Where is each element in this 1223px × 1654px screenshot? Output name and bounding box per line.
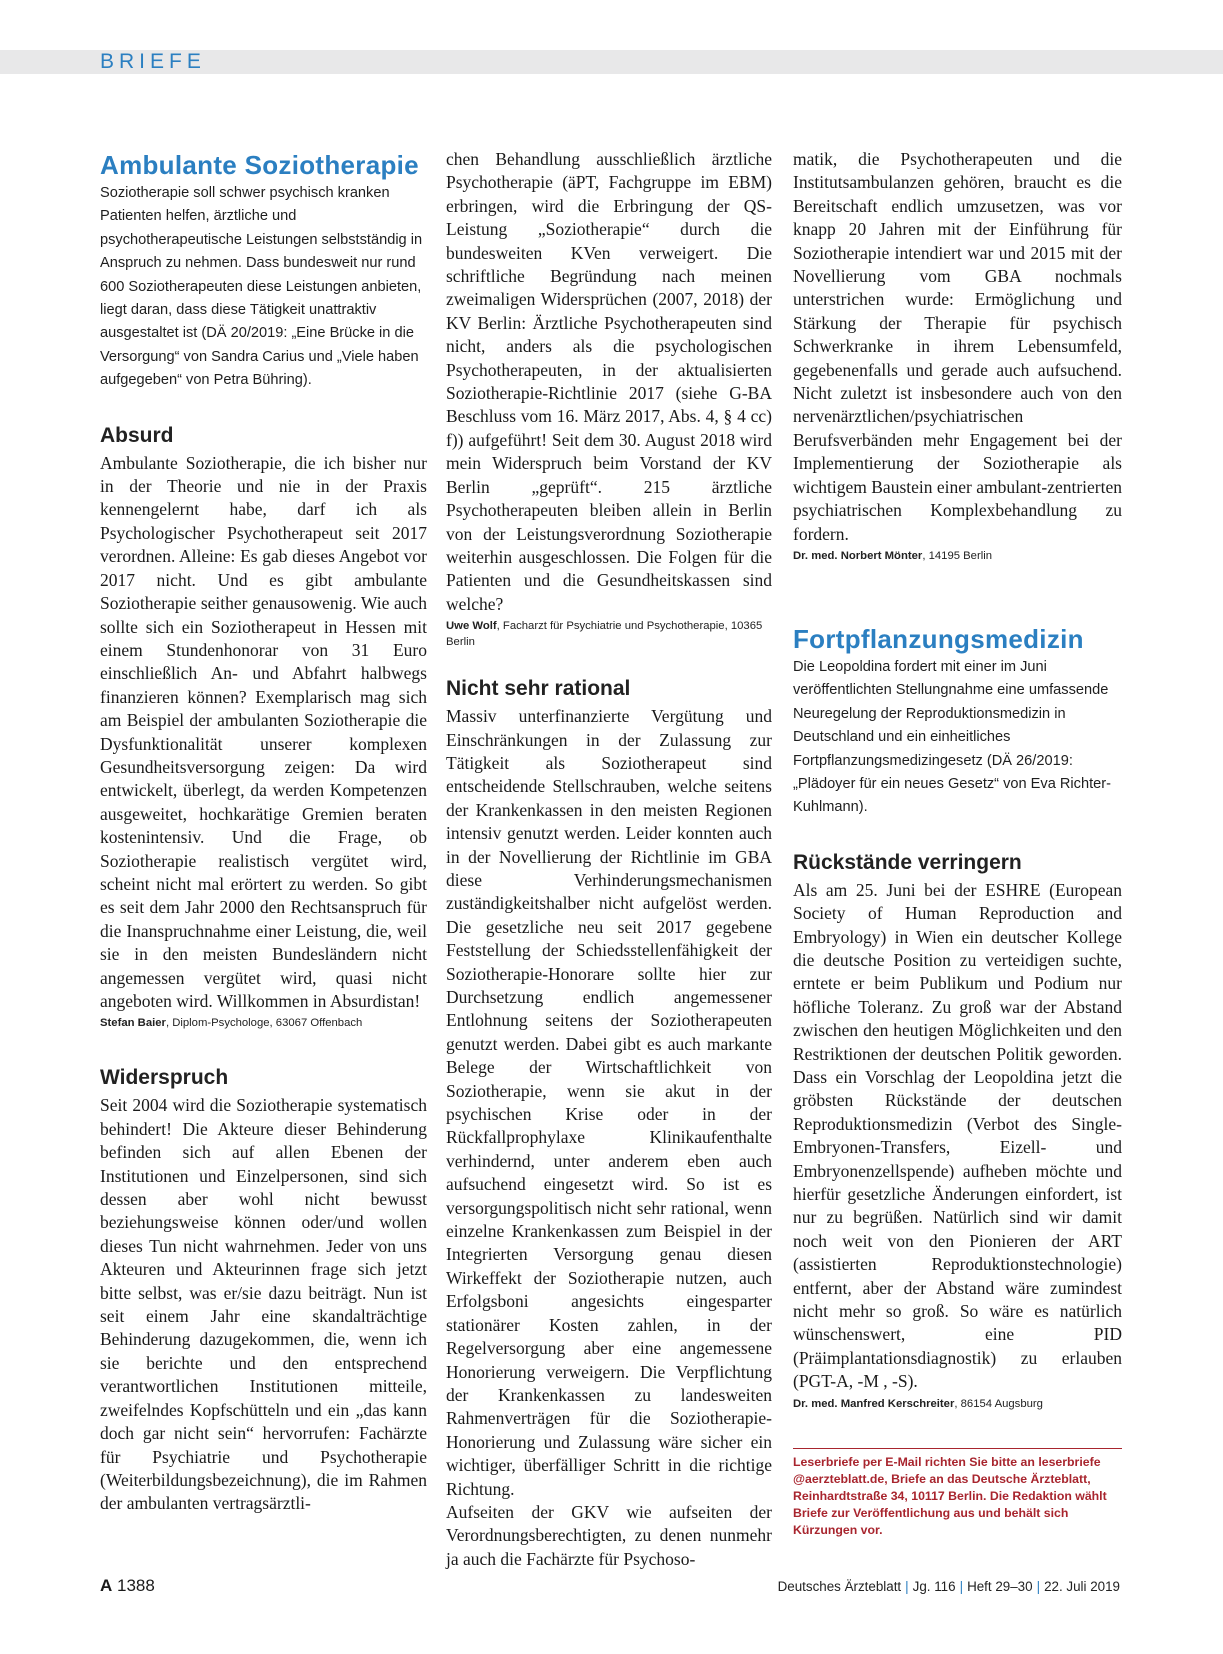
letter-text-continued: chen Behandlung ausschließlich ärztliche Psychotherapie (äPT, Fachgruppe im EBM) erbringen, wird die Erbringung der QS-Leistung „Soziotherapie“ durch die bundesweiten KVen verweigert. Die schriftliche Begründung nach meinen zweimaligen Widersprüchen (2007, 2018) der KV Berlin: Ärztliche Psychotherapeuten sind nicht, anders als die psychologischen Psychotherapeuten, in der aktualisierten Soziotherapie-Richtlinie 2017 (siehe G-BA Beschluss vom 16. März 2017, Abs. 4, § 4 cc) f)) aufgeführt! Seit dem 30. August 2018 wird mein Widerspruch beim Vorstand der KV Berlin „geprüft“. 215 ärztliche Psychotherapeuten bleiben allein in Berlin von der Leistungsverordnung Soziotherapie weiterhin ausgeschlossen. Die Folgen für die Patienten und die Gesundheitskassen sind welche?	[446, 149, 772, 614]
page-number	[100, 1575, 155, 1597]
column-3	[793, 148, 1122, 1539]
footer-separator: |	[1036, 1579, 1041, 1594]
letter-author: Uwe Wolf	[446, 620, 497, 633]
letter-author-info: , 14195 Berlin	[922, 549, 993, 562]
folio-number: 1388	[117, 1576, 155, 1595]
section-label: BRIEFE	[100, 50, 206, 73]
topic-intro: Die Leopoldina fordert mit einer im Juni veröffentlichten Stellungnahme eine umfassende Neuregelung der Reproduktionsmedizin in Deutschland und ein einheitliches Fortpflanzungsmedizingesetz (DÄ 26/2019: „Plädoyer für ein neues Gesetz“ von Eva Richter-Kuhlmann).	[793, 658, 1111, 816]
letter-signature	[793, 548, 1122, 564]
letter-author-info: , Facharzt für Psychiatrie und Psychotherapie, 10365 Berlin	[446, 620, 763, 649]
footer-citation	[778, 1577, 1120, 1597]
column-1	[100, 148, 427, 1516]
footer-separator: |	[959, 1579, 964, 1594]
letter-text: Ambulante Soziotherapie, die ich bisher nur in der Theorie und nie in der Praxis kennengelernt habe, darf ich als Psychologischer Psychotherapeut seit 2017 verordnen. Alleine: Es gab dieses Angebot vor 2017 nicht. Und es gibt ambulante Soziotherapie seither genausowenig. Wie auch sollte sich ein Soziotherapeut in Hessen mit einem Stundenhonorar von 31 Euro einschließlich An- und Abfahrt halbwegs finanzieren können? Exemplarisch mag sich am Beispiel der ambulanten Soziotherapie die Dysfunktionalität unserer komplexen Gesundheitsversorgung zeigen: Da wird entwickelt, überlegt, da werden Kompetenzen ausgeweitet, hochkarätige Gremien beraten kostenintensiv. Und die Frage, ob Soziotherapie realistisch vergütet wird, scheint nicht mal erörtert zu werden. So gibt es seit dem Jahr 2000 den Rechtsanspruch für die Inanspruchnahme einer Leistung, die, weil sie in den meisten Bundesländern nicht angemessen vergütet wird, quasi nicht angeboten wird. Willkommen in Absurdistan!	[100, 452, 427, 1011]
journal-volume: Jg. 116	[912, 1579, 956, 1594]
letter-heading: Rückstände verringern	[793, 850, 1022, 874]
letter-text: Massiv unterfinanzierte Vergütung und Einschränkungen in der Zulassung zur Tätigkeit als Soziotherapeut sind entscheidende Stellschrauben, welche seitens der Krankenkassen in den meisten Regionen intensiv genutzt werden. Leider konnten auch in der Novellierung der Richtlinie im GBA diese Verhinderungsmechanismen zuständigkeitshalber nicht aufgelöst werden. Die gesetzliche neu seit 2017 gegebene Feststellung der Schiedsstellenfähigkeit der Soziotherapie-Honorare sollte hier zur Durchsetzung endlich angemessener Entlohnung seitens der Soziotherapeuten genutzt werden. Dabei gibt es auch markante Belege der Wirtschaftlichkeit von Soziotherapie, wenn sie akut in der psychischen Krise oder in der Rückfallprophylaxe Klinikaufenthalte verhindernd, unter anderem eben auch aufsuchend eingesetzt wird. So ist es versorgungspolitisch nicht sehr rational, wenn einzelne Krankenkassen zum Beispiel in der Integrierten Versorgung genau diesen Wirkeffekt der Soziotherapie nutzen, auch Erfolgsboni angesichts eingesparter stationärer Kosten zahlen, in der Regelversorgung aber eine angemessene Honorierung verweigern. Die Verpflichtung der Krankenkassen zu landesweiten Rahmenverträgen für die Soziotherapie-Honorierung und Zulassung wäre sicher ein wichtiger, überfälliger Schritt in die richtige Richtung.	[446, 706, 772, 1499]
letter-text: Als am 25. Juni bei der ESHRE (European Society of Human Reproduction and Embryology) in Wien ein deutscher Kollege die deutsche Position zu verteidigen suchte, erntete er beim Publikum und Podium nur höfliche Toleranz. Zu groß war der Abstand zwischen den heutigen Möglichkeiten und den Restriktionen der deutschen Politik geworden. Dass ein Vorschlag der Leopoldina jetzt die gröbsten Rückstände der deutschen Reproduktionsmedizin (Verbot des Single-Embryonen-Transfers, Eizell- und Embryonenzellspende) aufheben möchte und hierfür gesetzliche Änderungen einfordert, ist nur zu begrüßen. Natürlich sind wir damit noch weit von den Pionieren der ART (assistierten Reproduktionstechnologie) entfernt, aber der Abstand wäre zumindest nicht mehr so groß. So wäre es natürlich wünschenswert, eine PID (Präimplantationsdiagnostik) zu erlauben (PGT-A, -M , -S).	[793, 879, 1122, 1392]
letter-heading: Absurd	[100, 423, 174, 447]
letter-text: Aufseiten der GKV wie aufseiten der Verordnungsberechtigten, zu denen nunmehr ja auch die Fachärzte für Psychoso-	[446, 1501, 772, 1569]
topic-title: Fortpflanzungsmedizin	[793, 623, 1084, 654]
topic-intro: Soziotherapie soll schwer psychisch kranken Patienten helfen, ärztliche und psychotherapeutische Leistungen selbstständig in Anspruch zu nehmen. Dass bundesweit nur rund 600 Soziotherapeuten diese Leistungen anbieten, liegt daran, dass diese Tätigkeit unattraktiv ausgestaltet ist (DÄ 20/2019: „Eine Brücke in die Versorgung“ von Sandra Carius und „Viele haben aufgegeben“ von Petra Bühring).	[100, 185, 423, 389]
journal-date: 22. Juli 2019	[1044, 1579, 1120, 1594]
letter-author: Stefan Baier	[100, 1017, 166, 1030]
letter-text: Seit 2004 wird die Soziotherapie systematisch behindert! Die Akteure dieser Behinderung befinden sich auf allen Ebenen der Institutionen und Einzelpersonen, sind sich dessen aber wohl nicht bewusst beziehungsweise können oder/und wollen dieses Tun nicht wahrnehmen. Jeder von uns Akteuren und Akteurinnen frage sich jetzt bitte selbst, was er/sie dazu beiträgt. Nun ist seit einem Jahr eine skandalträchtige Behinderung dazugekommen, die, wenn ich sie berichte und den entsprechend verantwortlichen Institutionen mitteile, zweifelndes Kopfschütteln und ein „das kann doch gar nicht sein“ hervorrufen: Fachärzte für Psychiatrie und Psychotherapie (Weiterbildungsbezeichnung), die im Rahmen der ambulanten vertragsärztli-	[100, 1095, 427, 1514]
letter-author-info: , Diplom-Psychologe, 63067 Offenbach	[165, 1017, 363, 1030]
journal-issue: Heft 29–30	[967, 1579, 1033, 1594]
journal-name: Deutsches Ärzteblatt	[777, 1579, 902, 1594]
letter-author: Dr. med. Manfred Kerschreiter	[793, 1397, 955, 1410]
topic-title: Ambulante Soziotherapie	[100, 150, 419, 180]
letter-heading: Widerspruch	[100, 1066, 229, 1090]
submission-notice: Leserbriefe per E-Mail richten Sie bitte an leserbriefe @aerzteblatt.de, Briefe an das Deutsche Ärzteblatt, Reinhardtstraße 34, 10117 Berlin. Die Redaktion wählt Briefe zur Veröffentlichung aus und behält sich Kürzungen vor.	[793, 1448, 1122, 1539]
letter-signature	[446, 618, 772, 650]
folio-prefix: A	[100, 1576, 113, 1595]
letter-heading: Nicht sehr rational	[446, 677, 631, 701]
letter-signature	[793, 1396, 1122, 1412]
letter-author-info: , 86154 Augsburg	[954, 1397, 1043, 1410]
footer-separator: |	[905, 1579, 909, 1594]
column-2	[446, 148, 772, 1571]
letter-text-continued: matik, die Psychotherapeuten und die Institutsambulanzen gehören, braucht es die Bereitschaft endlich umzusetzen, was vor knapp 20 Jahren mit der Einführung für Soziotherapie intendiert war und 2015 mit der Novellierung vom GBA nochmals unterstrichen wurde: Ermöglichung und Stärkung der Therapie für psychisch Schwerkranke in ihrem Lebensumfeld, gegebenenfalls und gerade auch aufsuchend. Nicht zuletzt ist insbesondere auch von den nervenärztlichen/psychiatrischen Berufsverbänden mehr Engagement bei der Implementierung der Soziotherapie als wichtigem Baustein einer ambulant-zentrierten psychiatrischen Komplexbehandlung zu fordern.	[793, 149, 1122, 544]
letter-signature	[100, 1015, 427, 1031]
letter-author: Dr. med. Norbert Mönter	[793, 549, 923, 562]
